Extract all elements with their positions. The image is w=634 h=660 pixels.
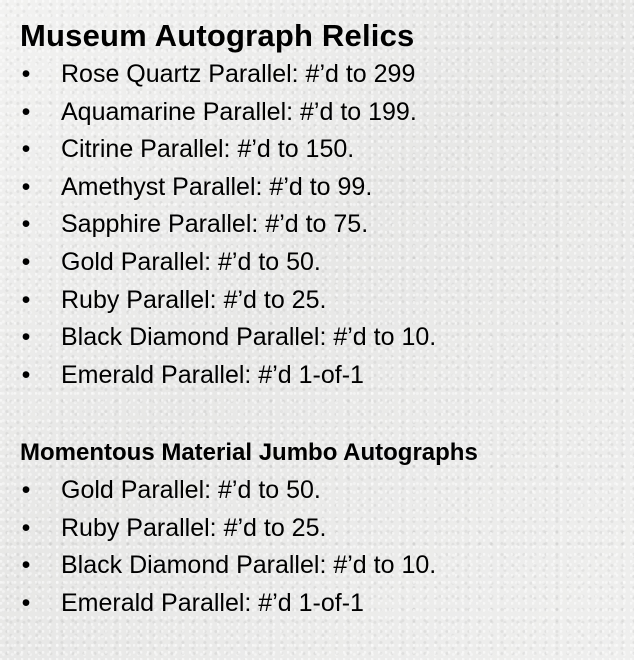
list-item-text: Emerald Parallel: #’d 1-of-1	[61, 360, 364, 389]
bullet-icon: •	[21, 285, 31, 314]
bullet-icon: •	[21, 323, 31, 352]
section-heading-museum-autograph-relics: Museum Autograph Relics	[20, 18, 415, 53]
list-item-text: Sapphire Parallel: #’d to 75.	[61, 210, 369, 239]
list-item-text: Black Diamond Parallel: #’d to 10.	[61, 551, 437, 580]
list-item-text: Amethyst Parallel: #’d to 99.	[61, 172, 373, 201]
list-item-text: Ruby Parallel: #’d to 25.	[61, 285, 327, 314]
bullet-icon: •	[21, 476, 31, 504]
list-item-text: Emerald Parallel: #’d 1-of-1	[61, 588, 364, 617]
list-item-text: Ruby Parallel: #’d to 25.	[61, 513, 327, 542]
bullet-icon: •	[21, 360, 31, 389]
list-item-text: Black Diamond Parallel: #’d to 10.	[61, 323, 437, 352]
bullet-icon: •	[21, 172, 31, 201]
bullet-icon: •	[21, 513, 31, 542]
list-item-text: Rose Quartz Parallel: #’d to 299	[61, 60, 416, 88]
bullet-icon: •	[21, 135, 31, 164]
bullet-icon: •	[21, 60, 31, 88]
list-item-text: Citrine Parallel: #’d to 150.	[61, 135, 355, 164]
bullet-icon: •	[21, 551, 31, 580]
list-item-text: Aquamarine Parallel: #’d to 199.	[61, 97, 417, 126]
bullet-icon: •	[21, 97, 31, 126]
list-item-text: Gold Parallel: #’d to 50.	[61, 247, 321, 276]
bullet-icon: •	[21, 588, 31, 617]
bullet-icon: •	[21, 210, 31, 239]
section-heading-momentous-material-jumbo-autographs: Momentous Material Jumbo Autographs	[20, 439, 478, 466]
bullet-icon: •	[21, 247, 31, 276]
list-item-text: Gold Parallel: #’d to 50.	[61, 476, 321, 504]
